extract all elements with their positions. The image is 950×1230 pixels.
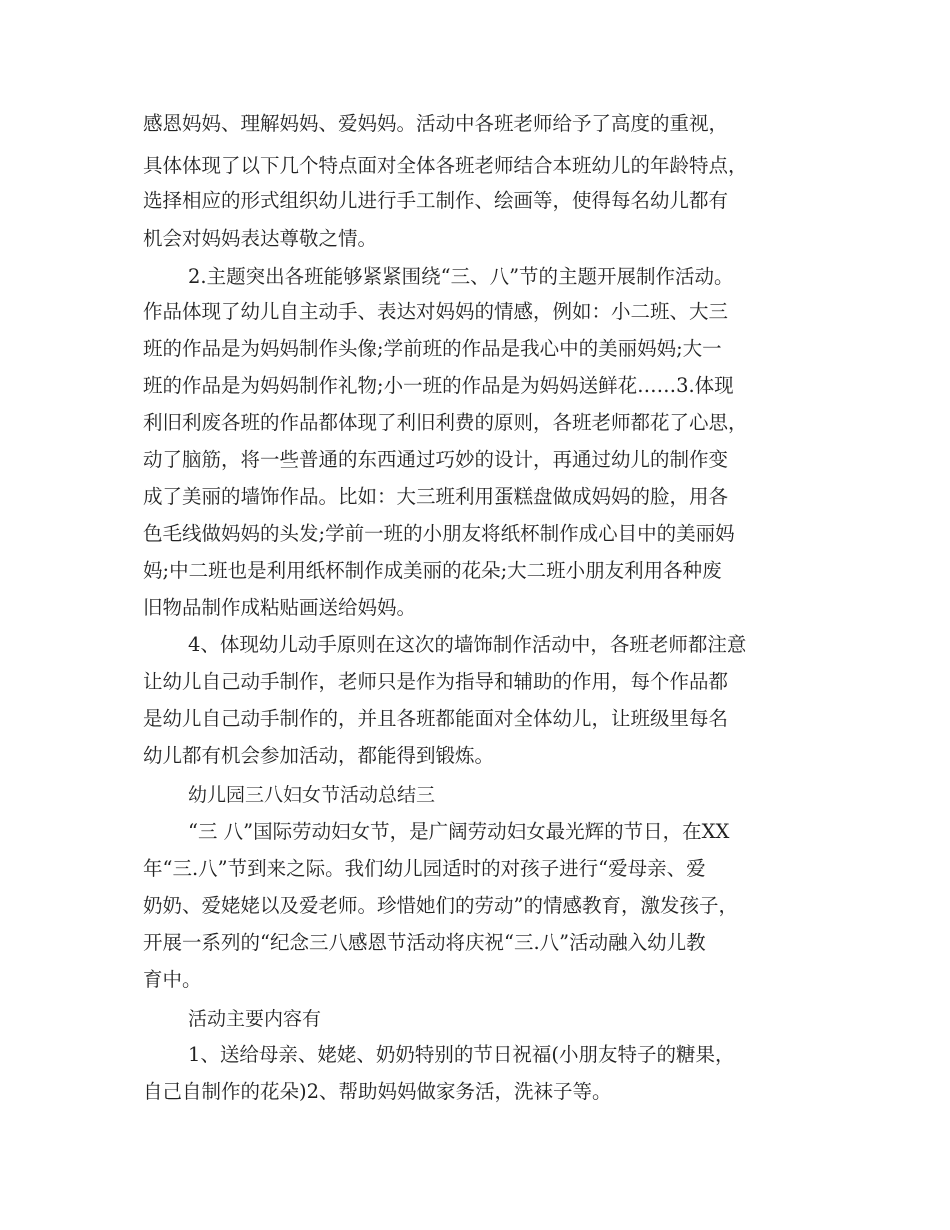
body-text-line: 2.主题突出各班能够紧紧围绕“三、八”节的主题开展制作活动。 [188, 265, 734, 288]
body-text-line: 动了脑筋，将一些普通的东西通过巧妙的设计，再通过幼儿的制作变 [143, 448, 729, 471]
body-text-line: 自己自制作的花朵)2、帮助妈妈做家务活，洗袜子等。 [143, 1080, 612, 1103]
body-text-line: 1、送给母亲、姥姥、奶奶特别的节日祝福(小朋友特子的糖果， [188, 1043, 735, 1066]
body-text-line: 班的作品是为妈妈制作礼物;小一班的作品是为妈妈送鲜花……3.体现 [143, 374, 734, 397]
body-text-line: 开展一系列的“纪念三八感恩节活动将庆祝“三.八”活动融入幼儿教 [143, 931, 706, 954]
body-text-line: 色毛线做妈妈的头发;学前一班的小朋友将纸杯制作成心目中的美丽妈 [143, 522, 735, 545]
body-text-line: 成了美丽的墙饰作品。比如：大三班利用蛋糕盘做成妈妈的脸，用各 [143, 485, 729, 508]
body-text-line: 育中。 [143, 968, 202, 991]
body-text-line: 作品体现了幼儿自主动手、表达对妈妈的情感，例如：小二班、大三 [143, 300, 729, 323]
section-heading: 幼儿园三八妇女节活动总结三 [188, 784, 436, 806]
body-text-line: 让幼儿自己动手制作，老师只是作为指导和辅助的作用，每个作品都 [143, 670, 729, 693]
section-subheading: 活动主要内容有 [188, 1008, 322, 1030]
body-text-line: 利旧利废各班的作品都体现了利旧利费的原则，各班老师都花了心思， [143, 411, 748, 434]
body-text-line: 选择相应的形式组织幼儿进行手工制作、绘画等，使得每名幼儿都有 [143, 189, 729, 212]
body-text-line: 妈;中二班也是利用纸杯制作成美丽的花朵;大二班小朋友利用各种废 [143, 559, 722, 582]
body-text-line: 年“三.八”节到来之际。我们幼儿园适时的对孩子进行“爱母亲、爱 [143, 857, 706, 880]
body-text-line: 具体体现了以下几个特点面对全体各班老师结合本班幼儿的年龄特点， [143, 154, 748, 177]
body-text-line: 幼儿都有机会参加活动，都能得到锻炼。 [143, 744, 495, 767]
body-text-line: 是幼儿自己动手制作的，并且各班都能面对全体幼儿，让班级里每名 [143, 707, 729, 730]
body-text-line: 4、体现幼儿动手原则在这次的墙饰制作活动中，各班老师都注意 [188, 633, 747, 656]
body-text-line: 奶奶、爱姥姥以及爱老师。珍惜她们的劳动”的情感教育，激发孩子， [143, 894, 738, 917]
body-text-line: 旧物品制作成粘贴画送给妈妈。 [143, 596, 417, 619]
body-text-line: 班的作品是为妈妈制作头像;学前班的作品是我心中的美丽妈妈;大一 [143, 337, 722, 360]
body-text-line: “三 八”国际劳动妇女节，是广阔劳动妇女最光辉的节日，在XX [188, 820, 730, 843]
body-text-line: 感恩妈妈、理解妈妈、爱妈妈。活动中各班老师给予了高度的重视， [143, 112, 729, 135]
body-text-line: 机会对妈妈表达尊敬之情。 [143, 227, 378, 250]
